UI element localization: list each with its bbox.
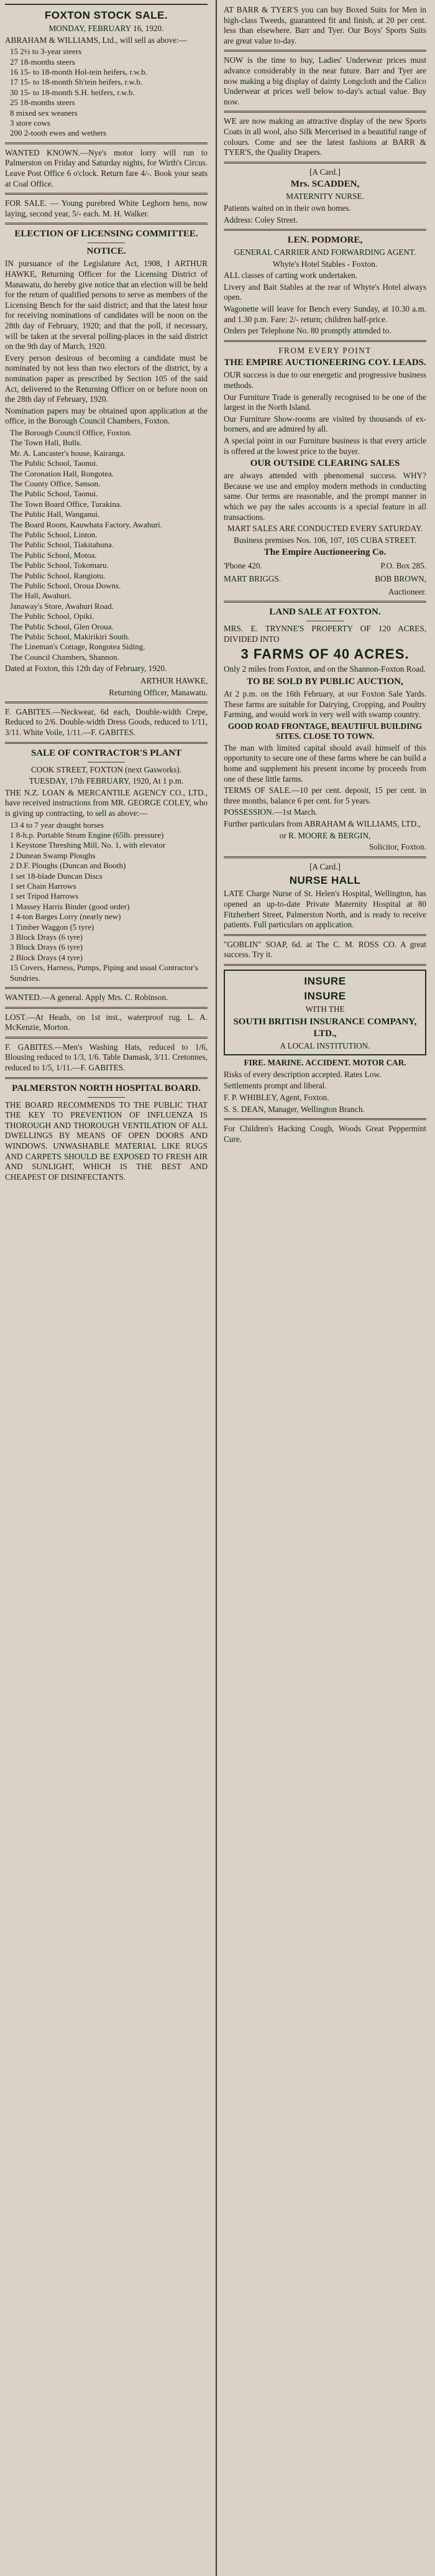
hospital-board-ad	[5, 1083, 208, 1187]
barr-tyer-coats-ad	[224, 116, 426, 163]
left-column	[0, 0, 213, 2576]
podmore-line: Whyte's Hotel Stables - Foxton.	[272, 259, 378, 269]
list-item: The Public Hall, Wanganui.	[10, 509, 100, 519]
insurance-insure-1: INSURE	[304, 975, 346, 987]
licensing-title: ELECTION OF LICENSING COMMITTEE.	[14, 229, 198, 239]
land-sale-intro: MRS. E. TRYNNE'S PROPERTY OF 120 ACRES, DIVIDED INTO	[224, 624, 426, 644]
list-item: Mr. A. Lancaster's house, Kairanga.	[10, 448, 126, 458]
empire-para-2: Our Furniture Trade is generally recognised to be one of the largest in the North Island.	[224, 392, 426, 412]
list-item: 1 Timber Waggon (5 tyre)	[10, 922, 94, 932]
list-item: The Council Chambers, Shannon.	[10, 652, 119, 662]
empire-title: THE EMPIRE AUCTIONEERING COY. LEADS.	[224, 358, 426, 368]
gabites-hats-ad	[5, 1042, 208, 1079]
licensing-dated: Dated at Foxton, this 12th day of February, 1920.	[5, 664, 167, 674]
land-sale-title: LAND SALE AT FOXTON.	[269, 607, 381, 618]
list-item: The Public School, Motoa.	[10, 550, 97, 560]
polling-places-list	[10, 428, 208, 662]
hospital-board-title: PALMERSTON NORTH HOSPITAL BOARD.	[12, 1083, 201, 1093]
list-item: The Public School, Opiki.	[10, 611, 94, 621]
licensing-para-1: IN pursuance of the Legislature Act, 1908, I ARTHUR HAWKE, Returning Officer for the Licensing District of Manawatu, do hereby give notice that an election will be held for the return of qualified persons to serve as members of the Licensing Bench for the said district; and that the latest hour for receiving nominations of candidates will be noon on the 28th day of February, 1920; and that the poll, if necessary, will be taken at the several polling-places in the said district on the 9th day of March, 1920.	[5, 259, 208, 351]
list-item: 30 15- to 18-month S.H. heifers, r.w.b.	[10, 87, 135, 97]
list-item: The Town Board Office, Turakina.	[10, 499, 122, 509]
list-item: The Public School, Rangiotu.	[10, 570, 106, 580]
list-item: The Public School, Makirikiri South.	[10, 632, 130, 642]
empire-para-3: Our Furniture Show-rooms are visited by thousands of ex-borners, and are admired by all.	[224, 414, 426, 434]
scadden-subtitle: MATERNITY NURSE.	[286, 192, 364, 202]
empire-mart-briggs: MART BRIGGS.	[224, 573, 282, 583]
list-item: 15 Covers, Harness, Pumps, Piping and usual Contractor's Sundries.	[10, 963, 198, 983]
woods-cure-ad	[224, 1124, 426, 1148]
list-item: 8 mixed sex weaners	[10, 108, 78, 118]
list-item: 3 Block Drays (6 tyre)	[10, 932, 83, 942]
insurance-agent: F. P. WHIBLEY, Agent, Foxton.	[224, 1092, 329, 1102]
land-sale-ad	[224, 606, 426, 858]
insurance-with: WITH THE	[305, 1004, 345, 1014]
south-british-insurance-ad	[224, 970, 426, 1120]
insurance-risks: Risks of every description accepted. Rates Low.	[224, 1069, 382, 1079]
gabites-hats-text: F. GABITES.—Men's Washing Hats, reduced to 1/6, Blousing reduced to 1/3, 1/6. Table Damask, 3/11. Cretonnes, reduced to 1/5, 1/11.—F. GABITES.	[5, 1042, 208, 1073]
scadden-line: Patients waited on in their own homes.	[224, 203, 351, 213]
licensing-notice: NOTICE.	[86, 246, 126, 257]
gabites-neckwear-text: F. GABITES.—Neckwear, 6d each, Double-width Crepe, Reduced to 2/6. Double-width Dress Goods, reduced to 1/11, 3/11. White Voile, 1/11.—F. GABITES.	[5, 707, 208, 738]
empire-kicker: FROM EVERY POINT	[278, 345, 372, 355]
goblin-soap-text: "GOBLIN" SOAP, 6d. at The C. M. ROSS CO. A great success. Try it.	[224, 939, 426, 960]
empire-mart: MART SALES ARE CONDUCTED EVERY SATURDAY.	[227, 524, 423, 534]
licensing-signature: ARTHUR HAWKE,	[140, 675, 208, 685]
empire-premises: Business premises Nos. 106, 107, 105 CUBA STREET.	[234, 535, 416, 545]
list-item: The Public School, Tiakitahuna.	[10, 540, 114, 550]
licensing-para-3: Nomination papers may be obtained upon application at the office, in the Borough Council Chambers, Foxton.	[5, 405, 208, 426]
list-item: 16 15- to 18-month Hol-tein heifers, r.w.b.	[10, 67, 147, 76]
list-item: 25 18-months steers	[10, 98, 75, 108]
list-item: 2 Dunean Swamp Ploughs	[10, 850, 96, 860]
empire-para-4: A special point in our Furniture business is that every article is offered at the lowest price to the buyer.	[224, 436, 426, 456]
licensing-para-2: Every person desirous of becoming a candidate must be nominated by not less than two electors of the district, by a nomination paper as prescribed by Section 105 of the said Act, delivered to the Returning Officer on or before noon on the 28th day of February, 1920.	[5, 353, 208, 404]
insurance-manager: S. S. DEAN, Manager, Wellington Branch.	[224, 1104, 365, 1114]
list-item: The Borough Council Office, Foxton.	[10, 427, 132, 437]
podmore-ad	[224, 234, 426, 342]
list-item: The Public School, Glen Oroua.	[10, 621, 114, 631]
list-item: 200 2-tooth ewes and wethers	[10, 128, 107, 138]
contractors-plant-title: SALE OF CONTRACTOR'S PLANT	[30, 748, 182, 758]
licensing-signature-role: Returning Officer, Manawatu.	[109, 687, 208, 697]
land-sale-frontage: GOOD ROAD FRONTAGE, BEAUTIFUL BUILDING SITES. CLOSE TO TOWN.	[227, 721, 423, 741]
right-column	[219, 0, 431, 2576]
podmore-para-2: Livery and Bait Stables at the rear of Whyte's Hotel always open.	[224, 282, 426, 302]
land-sale-location: Only 2 miles from Foxton, and on the Shannon-Foxton Road.	[224, 664, 426, 674]
contractors-plant-date: TUESDAY, 17th FEBRUARY, 1920, At 1 p.m.	[29, 776, 184, 786]
list-item: The Public School, Linton.	[10, 529, 98, 539]
empire-auctioneering-ad	[224, 346, 426, 603]
insurance-name: SOUTH BRITISH INSURANCE COMPANY, LTD.,	[233, 1016, 417, 1039]
list-item: 1 Massey Harris Binder (good order)	[10, 901, 130, 911]
scadden-title: Mrs. SCADDEN,	[290, 179, 360, 190]
list-item: 2 Block Drays (4 tyre)	[10, 952, 83, 962]
land-sale-farms: 3 FARMS OF 40 ACRES.	[240, 646, 410, 662]
empire-bob-brown: BOB BROWN,	[375, 573, 426, 583]
land-sale-sold: TO BE SOLD BY PUBLIC AUCTION,	[247, 676, 403, 687]
land-sale-para-2: The man with limited capital should avail himself of this opportunity to secure one of these farms where he can build a home and supplement his present income by proceeds from one of these little farms.	[224, 743, 426, 784]
list-item: The Public School, Tokomaru.	[10, 560, 109, 570]
column-divider	[216, 0, 217, 2576]
nurse-hall-title: NURSE HALL	[289, 874, 361, 887]
land-sale-particulars: Further particulars from ABRAHAM & WILLIAMS, LTD.,	[224, 819, 421, 829]
wanted-general-text: WANTED.—A general. Apply Mrs. C. Robinson.	[5, 993, 168, 1003]
list-item: 1 4-ton Barges Lorry (nearly new)	[10, 912, 121, 922]
podmore-title: LEN. PODMORE,	[287, 235, 363, 246]
insurance-settle: Settlements prompt and liberal.	[224, 1081, 327, 1091]
list-item: 15 2½ to 3-year steers	[10, 47, 82, 57]
gabites-neckwear-ad	[5, 707, 208, 744]
for-sale-leghorn-ad	[5, 198, 208, 225]
list-item: The County Office, Sanson.	[10, 478, 101, 488]
list-item: 3 store cows	[10, 118, 50, 128]
empire-contacts	[224, 560, 426, 573]
divider	[88, 1097, 125, 1098]
contractors-plant-list	[10, 820, 208, 984]
wanted-general-ad	[5, 993, 208, 1009]
barr-tyer-suits-ad	[224, 5, 426, 52]
list-item: The Public School, Taonui.	[10, 458, 98, 468]
empire-phone: 'Phone 420.	[224, 561, 262, 571]
list-item: 1 8-h.p. Portable Steam Engine (65lb. pressure)	[10, 830, 164, 840]
list-item: 17 15- to 18-month Sh'tein heifers, r.w.b.	[10, 77, 143, 87]
foxton-stock-sale-ad	[5, 4, 208, 144]
list-item: The Town Hall, Bulls.	[10, 438, 82, 448]
empire-para-5: are always attended with phenomenal success. WHY? Because we use and employ modern methods in conducting same. Our terms are reasonable, and the prompt manner in which we pay the sales accounts is a special feature in all transactions.	[224, 471, 426, 522]
list-item: 1 set Tripod Harrows	[10, 891, 79, 901]
licensing-election-ad	[5, 228, 208, 703]
land-sale-or: or R. MOORE & BERGIN,	[279, 830, 371, 840]
for-sale-leghorn-text: FOR SALE. — Young purebred White Leghorn hens, now laying, second year, 5/- each. M. H. Walker.	[5, 198, 208, 218]
empire-clearing-title: OUR OUTSIDE CLEARING SALES	[250, 458, 400, 469]
list-item: 27 18-months steers	[10, 57, 75, 67]
wanted-known-text: WANTED KNOWN.—Nye's motor lorry will run to Palmerston on Friday and Saturday nights, for Wirth's Circus. Leave Post Office 6 o'clock. Return fare 4/-. Book your seats at Coal Office.	[5, 147, 208, 188]
empire-names	[224, 573, 426, 586]
contractors-plant-subtitle: COOK STREET, FOXTON (next Gasworks).	[31, 764, 181, 774]
lost-text: LOST.—At Heads, on 1st inst., waterproof rug. L. A. McKenzie, Morton.	[5, 1012, 208, 1032]
land-sale-para-1: At 2 p.m. on the 16th February, at our Foxton Sale Yards. These farms are suitable for Dairying, Cropping, and Poultry Farming, and would work in very well with swamp country.	[224, 688, 426, 720]
scadden-card-label: [A Card.]	[309, 167, 341, 177]
podmore-para-4: Orders per Telephone No. 80 promptly attended to.	[224, 326, 392, 336]
podmore-para-3: Wagonette will leave for Bench every Sunday, at 10.30 a.m. and 1.30 p.m. Fare: 2/- return; children half-price.	[224, 304, 426, 324]
barr-tyer-suits-text: AT BARR & TYER'S you can buy Boxed Suits for Men in high-class Tweeds, guaranteed fit and finish, at 20 per cent. less than elsewhere. Barr and Tyer. Our Boys' Sports Suits are great value to-day.	[224, 5, 426, 45]
insurance-banner	[224, 970, 426, 1055]
woods-cure-text: For Children's Hacking Cough, Woods Great Peppermint Cure.	[224, 1124, 426, 1144]
nurse-hall-text: LATE Charge Nurse of St. Helen's Hospital, Wellington, has opened an up-to-date Private Maternity Hospital at 80 Fitzherbert Street, Palmerston North, and is ready to receive patients. Full particulars on application.	[224, 889, 426, 930]
list-item: 2 D.F. Ploughs (Duncan and Booth)	[10, 861, 126, 871]
nurse-hall-card-label: [A Card.]	[309, 861, 341, 871]
empire-footer-title: The Empire Auctioneering Co.	[263, 547, 387, 558]
stock-sale-title: FOXTON STOCK SALE.	[44, 9, 168, 21]
barr-tyer-coats-text: WE are now making an attractive display of the new Sports Coats in all wool, also Silk Mercerised in a beautiful range of colours. Come and see the latest fashions at BARR & TYER'S, the Quality Drapers.	[224, 116, 426, 157]
barr-tyer-underwear-text: NOW is the time to buy, Ladies' Underwear prices must advance considerably in the near future. Barr and Tyer are now making a big display of dainty Longcloth and the Calico Underwear at prices well below to-day's actual value. Buy now.	[224, 55, 426, 106]
contractors-plant-ad	[5, 748, 208, 989]
insurance-local: A LOCAL INSTITUTION.	[280, 1040, 370, 1050]
podmore-para-1: ALL classes of carting work undertaken.	[224, 271, 357, 280]
land-sale-solicitor: Solicitor, Foxton.	[369, 842, 426, 852]
hospital-board-text: THE BOARD RECOMMENDS TO THE PUBLIC THAT THE KEY TO PREVENTION OF INFLUENZA IS THOROUGH AND THOROUGH VENTILATION OF ALL DWELLINGS BY MEANS OF OPEN DOORS AND WINDOWS. UNWASHABLE MATERIAL LIKE RUGS AND CARPETS SHOULD BE EXPOSED TO FRESH AIR AND SUNLIGHT, WHICH IS THE BEST AND CHEAPEST OF DISINFECTANTS.	[5, 1100, 208, 1182]
scadden-card-ad	[224, 167, 426, 231]
insurance-types: FIRE. MARINE. ACCIDENT. MOTOR CAR.	[244, 1058, 406, 1068]
list-item: 13 4 to 7 year draught horses	[10, 820, 104, 830]
stock-sale-intro: ABRAHAM & WILLIAMS, Ltd., will sell as above:—	[5, 35, 187, 45]
stock-sale-list	[10, 47, 208, 139]
list-item: 1 set Chain Harrows	[10, 881, 76, 891]
list-item: 3 Block Drays (6 tyre)	[10, 942, 83, 952]
land-sale-terms: TERMS OF SALE.—10 per cent. deposit, 15 per cent. in three months, balance 6 per cent. for 5 years.	[224, 785, 426, 805]
list-item: The Public School, Taonui.	[10, 489, 98, 499]
goblin-soap-ad	[224, 940, 426, 966]
lost-ad	[5, 1012, 208, 1039]
nurse-hall-ad	[224, 862, 426, 936]
list-item: The Board Room, Kauwhata Factory, Awahuri.	[10, 519, 162, 529]
insurance-insure-2: INSURE	[304, 989, 346, 1002]
list-item: 1 Keystone Threshing Mill, No. 1, with elevator	[10, 840, 166, 850]
podmore-subtitle: GENERAL CARRIER AND FORWARDING AGENT.	[234, 248, 416, 257]
stock-sale-date: MONDAY, FEBRUARY 16, 1920.	[48, 24, 164, 33]
list-item: Janaway's Store, Awahuri Road.	[10, 601, 114, 611]
list-item: The Public School, Oroua Downs.	[10, 581, 121, 590]
list-item: The Lineman's Cottage, Rongotea Siding.	[10, 642, 145, 652]
scadden-address: Address: Coley Street.	[224, 215, 298, 225]
list-item: The Hall, Awahuri.	[10, 591, 72, 601]
empire-box: P.O. Box 285.	[380, 561, 426, 571]
barr-tyer-underwear-ad	[224, 55, 426, 113]
land-sale-possession: POSSESSION.—1st March.	[224, 807, 318, 817]
empire-para-1: OUR success is due to our energetic and progressive business methods.	[224, 370, 426, 391]
list-item: The Coronation Hall, Rongotea.	[10, 468, 114, 478]
contractors-plant-intro: THE N.Z. LOAN & MERCANTILE AGENCY CO., LTD., have received instructions from MR. GEORGE COLEY, who is giving up contracting, to sell as above:—	[5, 787, 208, 818]
wanted-known-ad	[5, 148, 208, 195]
empire-auctioneer: Auctioneer.	[388, 586, 426, 596]
list-item: 1 set 18-blade Duncan Discs	[10, 871, 103, 881]
